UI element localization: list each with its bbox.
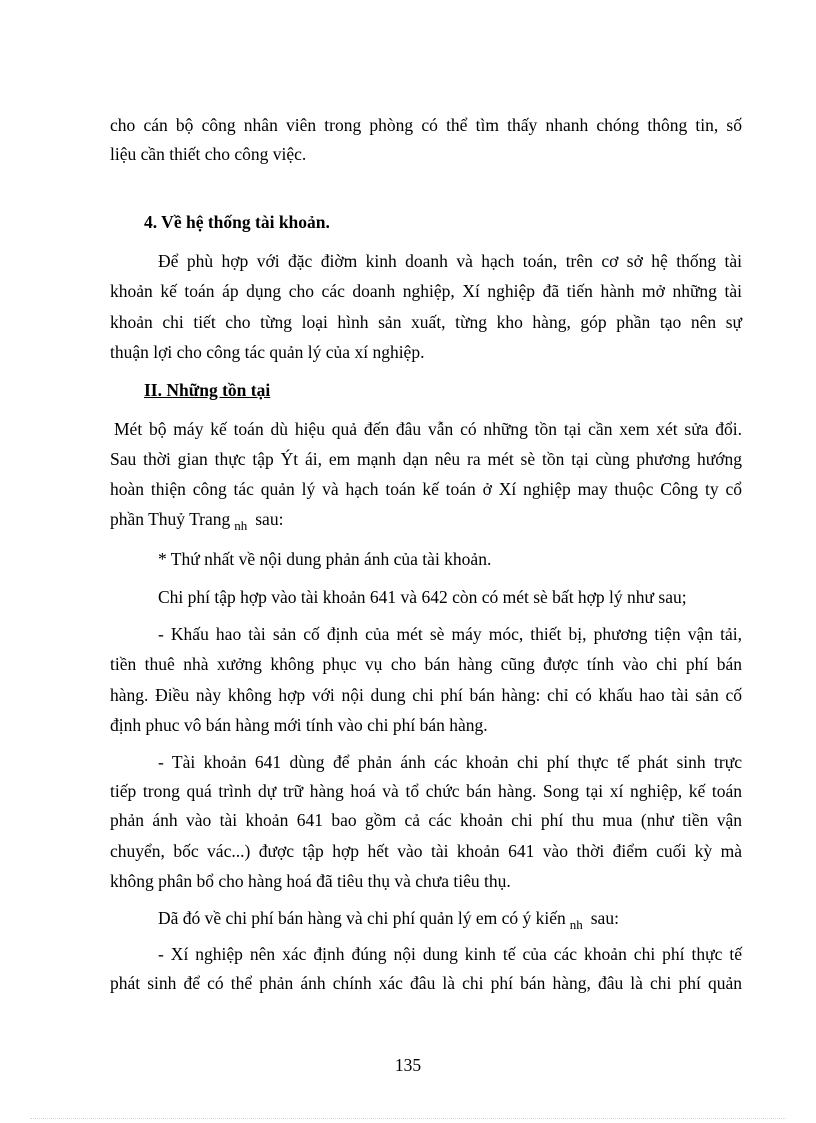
paragraph-line: tiền thuê nhà xưởng không phục vụ cho bán hàng cũng được tính vào chi phí bán <box>110 654 742 674</box>
paragraph-text: phần Thuỷ Trang <box>110 509 231 529</box>
paragraph-line: - Tài khoản 641 dùng để phản ánh các khoản chi phí thực tế phát sinh trực <box>158 752 742 772</box>
paragraph-line: hoàn thiện công tác quản lý và hạch toán kế toán ở Xí nghiệp may thuộc Công ty cổ <box>110 479 742 499</box>
paragraph-text: Dã đó về chi phí bán hàng và chi phí quản lý em có ý kiến <box>158 908 566 928</box>
paragraph-line: không phân bổ cho hàng hoá đã tiêu thụ và chưa tiêu thụ. <box>110 871 511 891</box>
paragraph-line: Chi phí tập hợp vào tài khoản 641 và 642 còn có mét sè bất hợp lý như sau; <box>158 587 687 607</box>
paragraph-line: Sau thời gian thực tập Ýt ái, em mạnh dạn nêu ra mét sè tồn tại cùng phương hướng <box>110 449 742 469</box>
paragraph-line: hàng. Điều này không hợp với nội dung chi phí bán hàng: chỉ có khấu hao tài sản cố <box>110 685 742 705</box>
paragraph-line: - Khấu hao tài sản cố định của mét sè máy móc, thiết bị, phương tiện vận tải, <box>158 624 742 644</box>
paragraph-line: * Thứ nhất về nội dung phản ánh của tài khoản. <box>158 549 492 569</box>
paragraph-line: tiếp trong quá trình dự trữ hàng hoá và tổ chức bán hàng. Song tại xí nghiệp, kế toán <box>110 781 742 801</box>
paragraph-line: phản ánh vào tài khoản 641 bao gồm cả các khoản chi phí thu mua (như tiền vận <box>110 810 742 830</box>
paragraph-line: Mét bộ máy kế toán dù hiệu quả đến đâu vẫn có những tồn tại cần xem xét sửa đổi. <box>114 419 742 439</box>
section-heading: 4. Về hệ thống tài khoản. <box>144 212 330 232</box>
paragraph-line: khoản chi tiết cho từng loại hình sản xuất, từng kho hàng, góp phần tạo nên sự <box>110 312 742 332</box>
paragraph-line: chuyển, bốc vác...) được tập hợp hết vào tài khoản 641 vào thời điểm cuối kỳ mà <box>110 841 742 861</box>
paragraph-line: - Xí nghiệp nên xác định đúng nội dung kinh tế của các khoản chi phí thực tế <box>158 944 742 964</box>
paragraph-text: sau: <box>255 509 284 529</box>
paragraph-line: khoản kế toán áp dụng cho các doanh nghiệp, Xí nghiệp đã tiến hành mở những tài <box>110 281 742 301</box>
paragraph-line: thuận lợi cho công tác quản lý của xí nghiệp. <box>110 342 425 362</box>
paragraph-line: cho cán bộ công nhân viên trong phòng có thể tìm thấy nhanh chóng thông tin, số <box>110 115 742 135</box>
paragraph-line: định phuc vô bán hàng mới tính vào chi phí bán hàng. <box>110 715 488 735</box>
page-number: 135 <box>394 1055 422 1075</box>
paragraph-text: sau: <box>590 908 619 928</box>
paragraph-line: liệu cần thiết cho công việc. <box>110 144 307 164</box>
paragraph-line <box>110 508 742 532</box>
subscript-text: nh <box>234 518 248 533</box>
paragraph-line: Để phù hợp với đặc điờm kinh doanh và hạch toán, trên cơ sở hệ thống tài <box>158 251 742 271</box>
chapter-heading: II. Những tồn tại <box>144 380 271 400</box>
paragraph-line <box>158 907 742 931</box>
paragraph-line: phát sinh để có thể phản ánh chính xác đâu là chi phí bán hàng, đâu là chi phí quản <box>110 973 742 993</box>
subscript-text: nh <box>569 917 583 932</box>
page-bottom-divider <box>30 1118 786 1119</box>
